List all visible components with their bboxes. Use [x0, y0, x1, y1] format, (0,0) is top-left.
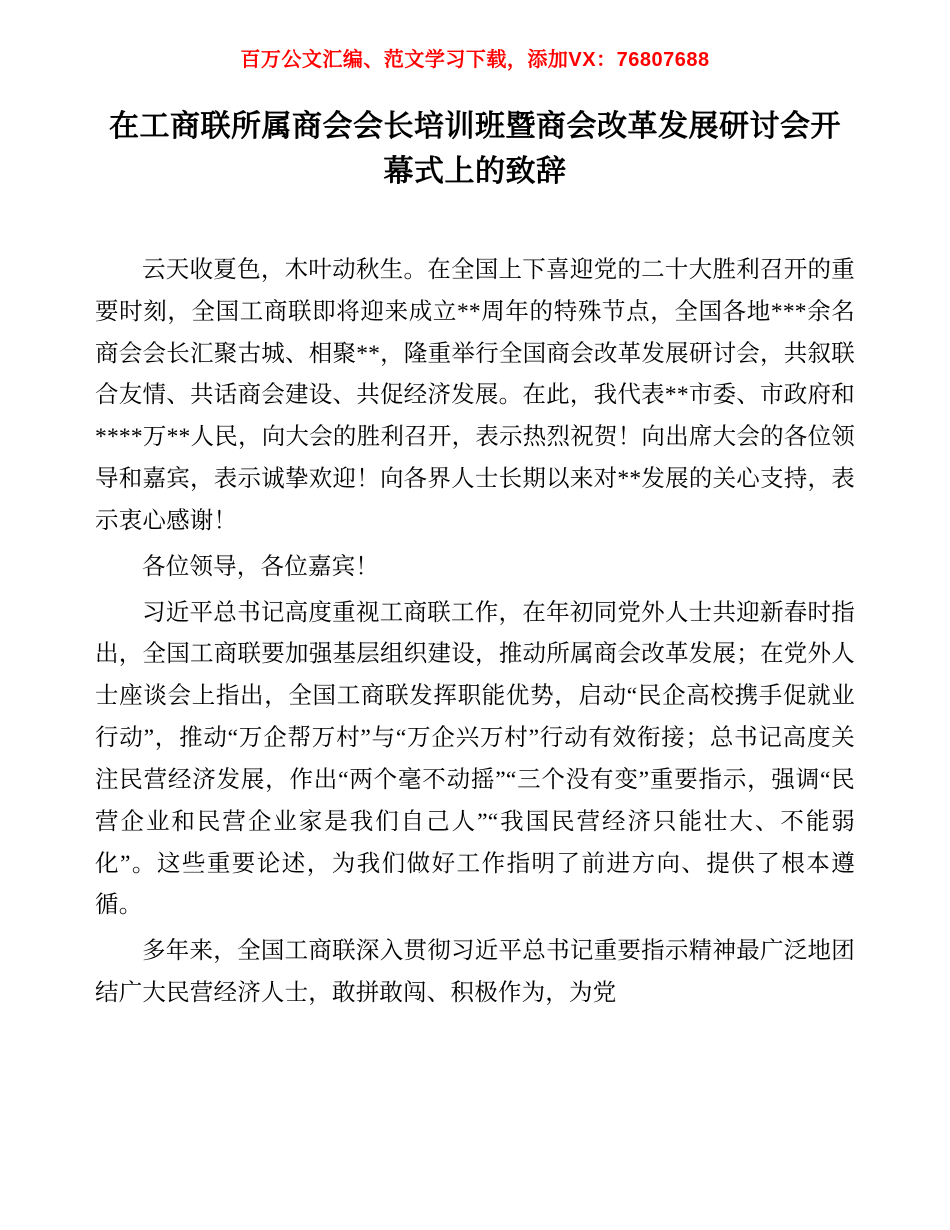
paragraph: 多年来，全国工商联深入贯彻习近平总书记重要指示精神最广泛地团结广大民营经济人士，敢拼敢闯、积极作为，为党: [95, 938, 855, 1007]
paragraph: 云天收夏色，木叶动秋生。在全国上下喜迎党的二十大胜利召开的重要时刻，全国工商联即将迎来成立**周年的特殊节点，全国各地***余名商会会长汇聚古城、相聚**，隆重举行全国商会改革发展研讨会，共叙联合友情、共话商会建设、共促经济发展。在此，我代表**市委、市政府和****万**人民，向大会的胜利召开，表示热烈祝贺！向出席大会的各位领导和嘉宾，表示诚挚欢迎！向各界人士长期以来对**发展的关心支持，表示衷心感谢！: [95, 257, 855, 534]
paragraph: 各位领导，各位嘉宾！: [142, 553, 379, 580]
watermark-banner: 百万公文汇编、范文学习下载，添加VX：76807688: [240, 49, 710, 71]
page-title: 在工商联所属商会会长培训班暨商会改革发展研讨会开幕式上的致辞: [109, 110, 841, 188]
document-body: [95, 250, 855, 1015]
paragraph: 习近平总书记高度重视工商联工作，在年初同党外人士共迎新春时指出，全国工商联要加强基层组织建设，推动所属商会改革发展；在党外人士座谈会上指出，全国工商联发挥职能优势，启动“民企高校携手促就业行动”，推动“万企帮万村”与“万企兴万村”行动有效衔接；总书记高度关注民营经济发展，作出“两个毫不动摇”“三个没有变”重要指示，强调“民营企业和民营企业家是我们自己人”“我国民营经济只能壮大、不能弱化”。这些重要论述，为我们做好工作指明了前进方向、提供了根本遵循。: [95, 599, 855, 919]
